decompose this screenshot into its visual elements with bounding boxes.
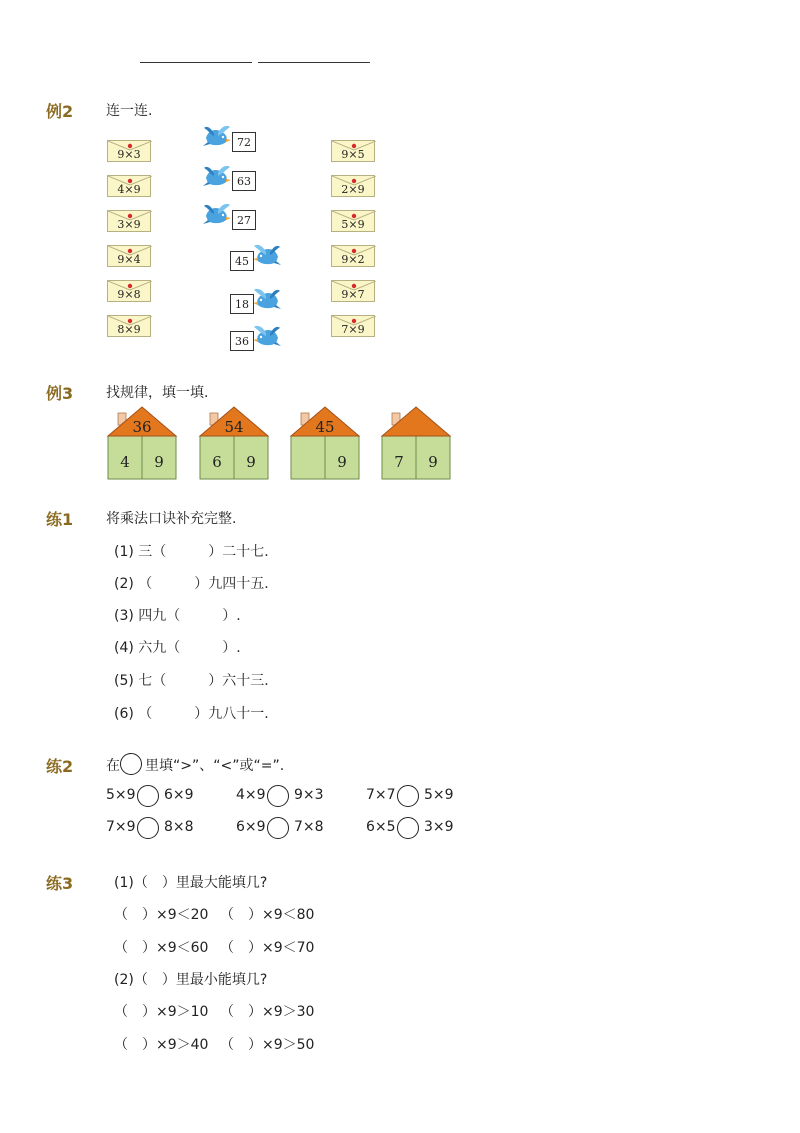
bird-icon xyxy=(202,164,232,194)
number-box[interactable]: 72 xyxy=(232,132,256,152)
compare-left: 7×7 xyxy=(366,787,396,803)
compare-circle[interactable] xyxy=(267,785,289,807)
right-card[interactable] xyxy=(331,210,375,232)
p1-instruction: 将乘法口诀补充完整. xyxy=(106,511,237,527)
card-label: 9×3 xyxy=(117,147,141,161)
p3-q2-item: （ ）×9＞40 xyxy=(114,1037,209,1053)
bird-icon xyxy=(202,124,232,154)
p3-q2-item: （ ）×9＞50 xyxy=(220,1037,315,1053)
example-circle-icon xyxy=(120,753,142,775)
roof-number[interactable]: 54 xyxy=(224,418,244,436)
compare-circle[interactable] xyxy=(137,785,159,807)
left-card[interactable] xyxy=(107,315,151,337)
p1-item: (1) 三（ ）二十七. xyxy=(114,544,269,560)
bird-icon xyxy=(252,287,282,317)
compare-circle[interactable] xyxy=(397,817,419,839)
p3-q2: (2)（ ）里最小能填几? xyxy=(114,972,268,988)
left-card[interactable] xyxy=(107,245,151,267)
compare-left: 6×9 xyxy=(236,819,266,835)
card-label: 3×9 xyxy=(117,217,141,231)
p3-q2-item: （ ）×9＞30 xyxy=(220,1004,315,1020)
p2-instruction-pre: 在 xyxy=(106,758,120,774)
compare-left: 6×5 xyxy=(366,819,396,835)
header-blank-line-1 xyxy=(140,62,252,63)
card-label: 8×9 xyxy=(117,322,141,336)
p2-label: 练2 xyxy=(46,757,74,776)
compare-circle[interactable] xyxy=(137,817,159,839)
right-digit: 9 xyxy=(337,453,347,471)
left-card[interactable] xyxy=(107,140,151,162)
card-label: 9×8 xyxy=(117,287,141,301)
left-digit[interactable] xyxy=(291,446,325,478)
compare-left: 7×9 xyxy=(106,819,136,835)
right-card[interactable] xyxy=(331,140,375,162)
right-card[interactable] xyxy=(331,280,375,302)
card-label: 7×9 xyxy=(341,322,365,336)
roof-number[interactable]: 36 xyxy=(132,418,152,436)
compare-circle[interactable] xyxy=(397,785,419,807)
p1-item: (3) 四九（ ）. xyxy=(114,608,241,624)
compare-right: 5×9 xyxy=(424,787,454,803)
compare-right: 3×9 xyxy=(424,819,454,835)
p3-label: 练3 xyxy=(46,874,74,893)
bird-icon xyxy=(252,243,282,273)
compare-right: 9×3 xyxy=(294,787,324,803)
p3-q1-item: （ ）×9＜80 xyxy=(220,907,315,923)
number-box[interactable]: 63 xyxy=(232,171,256,191)
left-digit[interactable]: 6 xyxy=(212,453,222,471)
right-digit: 9 xyxy=(246,453,256,471)
p3-q1-item: （ ）×9＜20 xyxy=(114,907,209,923)
p3-q1-item: （ ）×9＜70 xyxy=(220,940,315,956)
number-box[interactable]: 45 xyxy=(230,251,254,271)
right-card[interactable] xyxy=(331,245,375,267)
ex3-instruction: 找规律，填一填. xyxy=(106,385,209,401)
number-box[interactable]: 36 xyxy=(230,331,254,351)
compare-right: 8×8 xyxy=(164,819,194,835)
ex2-instruction: 连一连. xyxy=(106,103,153,119)
left-card[interactable] xyxy=(107,175,151,197)
left-digit[interactable]: 7 xyxy=(394,453,404,471)
p1-item: (5) 七（ ）六十三. xyxy=(114,673,269,689)
card-label: 5×9 xyxy=(341,217,365,231)
p3-q2-item: （ ）×9＞10 xyxy=(114,1004,209,1020)
house xyxy=(106,406,178,480)
p3-q1-item: （ ）×9＜60 xyxy=(114,940,209,956)
card-label: 9×5 xyxy=(341,147,365,161)
left-digit[interactable]: 4 xyxy=(120,453,130,471)
compare-left: 4×9 xyxy=(236,787,266,803)
house xyxy=(380,406,452,480)
header-blank-line-2 xyxy=(258,62,370,63)
right-card[interactable] xyxy=(331,315,375,337)
number-box[interactable]: 18 xyxy=(230,294,254,314)
card-label: 2×9 xyxy=(341,182,365,196)
card-label: 9×4 xyxy=(117,252,141,266)
p1-item: (4) 六九（ ）. xyxy=(114,640,241,656)
card-label: 9×2 xyxy=(341,252,365,266)
roof-number[interactable]: 45 xyxy=(315,418,335,436)
house xyxy=(198,406,270,480)
card-label: 4×9 xyxy=(117,182,141,196)
p2-instruction-post: 里填“>”、“<”或“=”. xyxy=(145,758,285,774)
right-digit: 9 xyxy=(154,453,164,471)
left-card[interactable] xyxy=(107,210,151,232)
card-label: 9×7 xyxy=(341,287,365,301)
ex2-label: 例2 xyxy=(46,102,74,121)
ex3-label: 例3 xyxy=(46,384,74,403)
right-digit: 9 xyxy=(428,453,438,471)
p1-item: (6) （ ）九八十一. xyxy=(114,706,269,722)
p1-item: (2) （ ）九四十五. xyxy=(114,576,269,592)
compare-circle[interactable] xyxy=(267,817,289,839)
compare-left: 5×9 xyxy=(106,787,136,803)
p1-label: 练1 xyxy=(46,510,74,529)
bird-icon xyxy=(202,202,232,232)
bird-icon xyxy=(252,324,282,354)
left-card[interactable] xyxy=(107,280,151,302)
right-card[interactable] xyxy=(331,175,375,197)
compare-right: 6×9 xyxy=(164,787,194,803)
number-box[interactable]: 27 xyxy=(232,210,256,230)
p3-q1: (1)（ ）里最大能填几? xyxy=(114,875,268,891)
house xyxy=(289,406,361,480)
compare-right: 7×8 xyxy=(294,819,324,835)
